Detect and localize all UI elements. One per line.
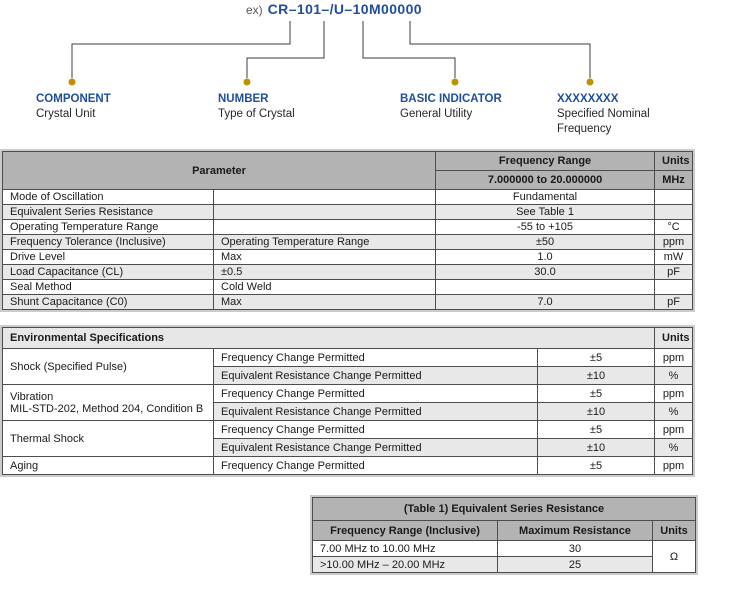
param-value-cell: 30.0 <box>436 265 655 280</box>
table-header-row <box>313 498 696 521</box>
env-group-name: Shock (Specified Pulse) <box>10 360 127 373</box>
esr-table <box>312 497 696 573</box>
param-condition-cell: Operating Temperature Range <box>214 235 436 250</box>
param-unit-cell: pF <box>655 265 693 280</box>
table-row <box>3 421 693 439</box>
callout-frequency <box>557 92 657 137</box>
env-unit-cell: ppm <box>655 349 693 367</box>
callout-subtitle: Crystal Unit <box>36 108 96 120</box>
param-condition-cell: Max <box>214 295 436 310</box>
callout-component <box>36 92 166 122</box>
col-header-frequency-range: Frequency Range (Inclusive) <box>313 521 498 541</box>
table-header-row <box>3 328 693 349</box>
callout-title: XXXXXXXX <box>557 93 619 105</box>
env-group-standard: MIL-STD-202, Method 204, Condition B <box>10 402 204 415</box>
table-row <box>3 190 693 205</box>
gold-dot-component <box>69 79 76 86</box>
env-value-cell: ±10 <box>538 403 655 421</box>
col-header-units: Units <box>653 521 696 541</box>
callout-subtitle: Specified Nominal Frequency <box>557 108 650 135</box>
env-group-cell <box>3 457 214 475</box>
callout-title: COMPONENT <box>36 93 111 105</box>
esr-table-title: (Table 1) Equivalent Series Resistance <box>313 498 696 521</box>
table-row <box>3 235 693 250</box>
parameter-table <box>2 151 693 310</box>
esr-unit-cell: Ω <box>653 541 696 573</box>
env-group-cell <box>3 349 214 385</box>
frequency-range-value: 7.000000 to 20.000000 <box>436 171 655 190</box>
param-name-cell: Drive Level <box>3 250 214 265</box>
param-condition-cell: Cold Weld <box>214 280 436 295</box>
env-title: Environmental Specifications <box>3 328 655 349</box>
param-name-cell: Operating Temperature Range <box>3 220 214 235</box>
table-header-row <box>313 521 696 541</box>
env-test-cell: Frequency Change Permitted <box>214 385 538 403</box>
col-header-units: Units <box>655 152 693 171</box>
gold-dot-number <box>244 79 251 86</box>
table-row <box>3 265 693 280</box>
table-row <box>3 205 693 220</box>
env-test-cell: Frequency Change Permitted <box>214 421 538 439</box>
param-unit-cell: pF <box>655 295 693 310</box>
param-unit-cell <box>655 205 693 220</box>
env-group-cell <box>3 385 214 421</box>
table-row <box>313 541 696 557</box>
env-unit-cell: ppm <box>655 421 693 439</box>
table-header-row <box>3 152 693 171</box>
callout-basic-indicator <box>400 92 540 122</box>
param-condition-cell: ±0.5 <box>214 265 436 280</box>
env-group-name: Aging <box>10 459 39 472</box>
param-value-cell: -55 to +105 <box>436 220 655 235</box>
table-row <box>3 250 693 265</box>
part-number-prefix: ex) <box>246 3 263 17</box>
env-value-cell: ±5 <box>538 457 655 475</box>
env-unit-cell: % <box>655 367 693 385</box>
table-row <box>3 349 693 367</box>
table-row <box>3 385 693 403</box>
env-unit-cell: ppm <box>655 457 693 475</box>
esr-range-cell: >10.00 MHz – 20.00 MHz <box>313 557 498 573</box>
env-test-cell: Equivalent Resistance Change Permitted <box>214 367 538 385</box>
callout-number <box>218 92 348 122</box>
connector-frequency <box>410 21 590 78</box>
gold-dot-basic-indicator <box>452 79 459 86</box>
part-number: CR–101–/U–10M00000 <box>267 1 422 17</box>
param-value-cell: 1.0 <box>436 250 655 265</box>
param-condition-cell <box>214 205 436 220</box>
param-value-cell <box>436 280 655 295</box>
param-value-cell: 7.0 <box>436 295 655 310</box>
connector-component <box>72 21 290 78</box>
environmental-table <box>2 327 693 475</box>
callout-title: NUMBER <box>218 93 269 105</box>
env-group-cell <box>3 421 214 457</box>
param-condition-cell: Max <box>214 250 436 265</box>
param-unit-cell: °C <box>655 220 693 235</box>
table-row <box>3 280 693 295</box>
units-value: MHz <box>655 171 693 190</box>
env-unit-cell: % <box>655 439 693 457</box>
table-row <box>3 295 693 310</box>
env-value-cell: ±5 <box>538 385 655 403</box>
table-row <box>313 557 696 573</box>
env-value-cell: ±5 <box>538 421 655 439</box>
callout-subtitle: General Utility <box>400 108 473 120</box>
esr-resistance-cell: 25 <box>498 557 653 573</box>
env-value-cell: ±10 <box>538 367 655 385</box>
gold-dot-frequency <box>587 79 594 86</box>
col-header-frequency-range: Frequency Range <box>436 152 655 171</box>
param-name-cell: Mode of Oscillation <box>3 190 214 205</box>
param-value-cell: See Table 1 <box>436 205 655 220</box>
col-header-parameter: Parameter <box>3 152 436 190</box>
param-value-cell: Fundamental <box>436 190 655 205</box>
param-name-cell: Load Capacitance (CL) <box>3 265 214 280</box>
env-test-cell: Frequency Change Permitted <box>214 457 538 475</box>
param-unit-cell <box>655 190 693 205</box>
env-test-cell: Equivalent Resistance Change Permitted <box>214 403 538 421</box>
env-unit-cell: ppm <box>655 385 693 403</box>
col-header-units: Units <box>655 328 693 349</box>
col-header-max-resistance: Maximum Resistance <box>498 521 653 541</box>
param-unit-cell: ppm <box>655 235 693 250</box>
env-group-name: Vibration <box>10 390 54 403</box>
env-value-cell: ±5 <box>538 349 655 367</box>
param-value-cell: ±50 <box>436 235 655 250</box>
param-name-cell: Frequency Tolerance (Inclusive) <box>3 235 214 250</box>
connector-basic-indicator <box>363 21 455 78</box>
callout-subtitle: Type of Crystal <box>218 108 295 120</box>
connector-number <box>247 21 324 78</box>
param-name-cell: Shunt Capacitance (C0) <box>3 295 214 310</box>
param-condition-cell <box>214 190 436 205</box>
env-test-cell: Equivalent Resistance Change Permitted <box>214 439 538 457</box>
env-group-name: Thermal Shock <box>10 432 84 445</box>
callout-title: BASIC INDICATOR <box>400 93 502 105</box>
esr-resistance-cell: 30 <box>498 541 653 557</box>
env-test-cell: Frequency Change Permitted <box>214 349 538 367</box>
env-unit-cell: % <box>655 403 693 421</box>
param-unit-cell <box>655 280 693 295</box>
table-row <box>3 220 693 235</box>
esr-range-cell: 7.00 MHz to 10.00 MHz <box>313 541 498 557</box>
param-condition-cell <box>214 220 436 235</box>
param-unit-cell: mW <box>655 250 693 265</box>
env-value-cell: ±10 <box>538 439 655 457</box>
param-name-cell: Equivalent Series Resistance <box>3 205 214 220</box>
table-row <box>3 457 693 475</box>
param-name-cell: Seal Method <box>3 280 214 295</box>
